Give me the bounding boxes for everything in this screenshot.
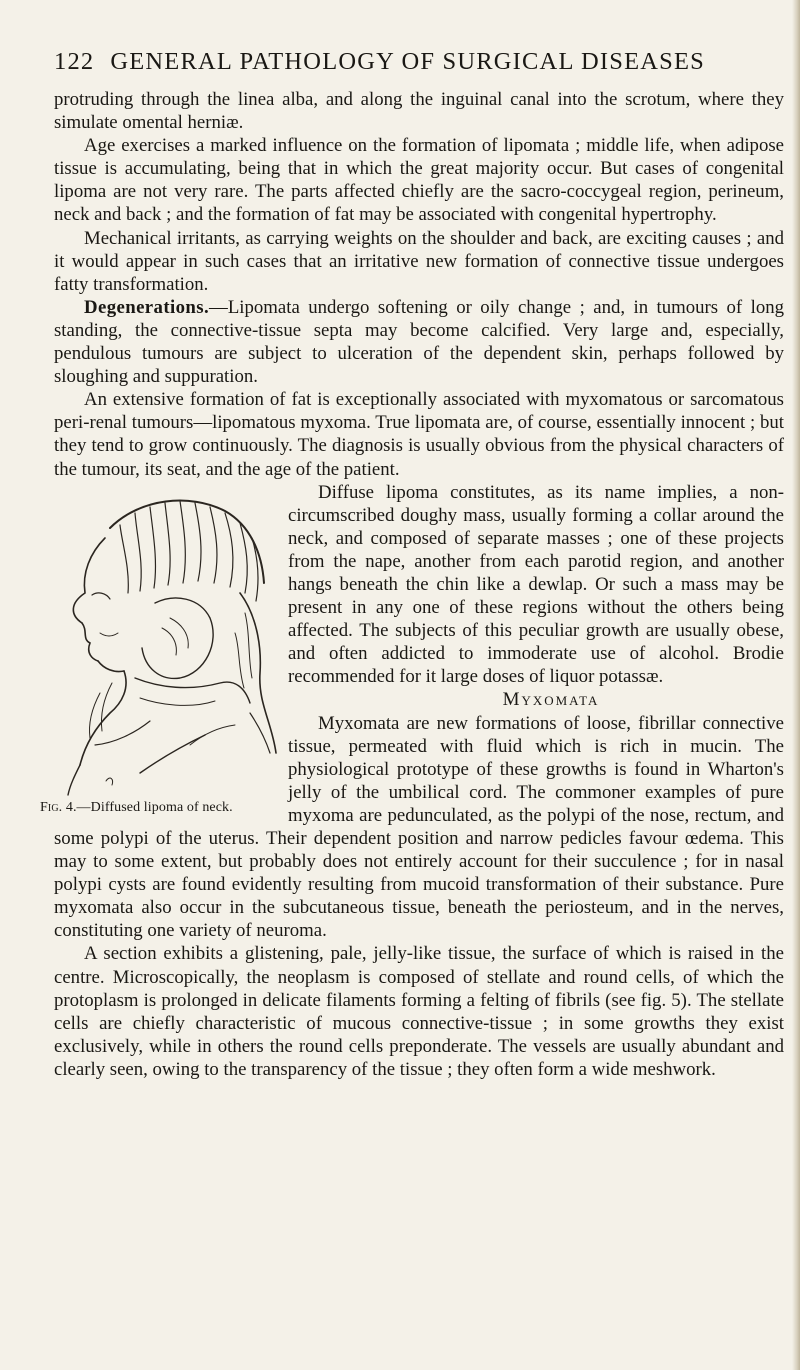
degenerations-heading: Degenerations. [84,296,210,318]
degenerations-text: —Lipomata undergo softening or oily change ; and, in tumours of long standing, the connective-tissue septa may become calcified. Very large and, especially, pendulous tumours are subject to ulceration of the dependent skin, perhaps followed by sloughing and suppuration. [54,296,784,388]
paragraph-mechanical-irritants: Mechanical irritants, as carrying weights on the shoulder and back, are exciting causes ; and it would appear in such cases that an irritative new formation of connective tissue undergoes fatty transformation. [54,227,784,295]
paragraph-myxomata-section: A section exhibits a glistening, pale, jelly-like tissue, the surface of which is raised in the centre. Microscopically, the neoplasm is composed of stellate and round cells, of which the protoplasm is prolonged in delicate filaments forming a felting of fibrils (see fig. 5). The stellate cells are chiefly characteristic of mucous connective-tissue ; in some growths they exist exclusively, while in others the round cells preponderate. The vessels are usually abundant and clearly seen, owing to the transparency of the tissue ; they often form a wide meshwork. [54,943,784,1080]
paragraph-myxomata-definition: Myxomata are new formations of loose, fibrillar connective tissue, permeated with fluid which is rich in mucin. The physiological prototype of these growths is found in Wharton's jelly of the umbilical cord. The commoner examples of pure myxoma are pedunculated, as the polypi of the nose, rectum, and some polypi of the uterus. Their dependent position and narrow pedicles favour œdema. This may to some extent, but probably does not entirely account for their succulence ; for in nasal polypi cysts are found evidently resulting from mucoid transformation of their substance. Pure myxomata also occur in the subcutaneous tissue, beneath the periosteum, and in the nerves, constituting one variety of neuroma. [54,712,784,942]
figure-label: Fig. 4. [40,799,77,815]
section-title-myxomata: Myxomata [502,689,600,711]
page-edge-shadow [792,0,800,1370]
figure-diffused-lipoma [40,483,282,827]
figure-caption-text: —Diffused lipoma of neck. [76,799,233,815]
paragraph-extensive-fat: An extensive formation of fat is exceptionally associated with myxomatous or sarcomatous peri-renal tumours—lipomatous myxoma. True lipomata are, of course, essentially innocent ; but they tend to grow continuously. The diagnosis is usually obvious from the physical characters of the tumour, its seat, and the age of the patient. [54,389,784,480]
running-title: GENERAL PATHOLOGY OF SURGICAL DISEASES [110,48,705,75]
paragraph-degenerations [54,296,784,388]
paragraph-age: Age exercises a marked influence on the formation of lipomata ; middle life, when adipose tissue is accumulating, being that in which the great majority occur. But cases of congenital lipoma are not very rare. The parts affected chiefly are the sacro-coccygeal region, perineum, neck and back ; and the formation of fat may be associated with congenital hypertrophy. [54,135,784,226]
figure-illustration [40,483,282,803]
figure-caption [40,796,300,819]
page-number: 122 [54,48,95,75]
paragraph-diffuse-lipoma: Diffuse lipoma constitutes, as its name implies, a non-circumscribed doughy mass, usually forming a collar around the neck, and composed of separate masses ; one of these projects from the nape, another from each parotid region, and another hangs beneath the chin like a dewlap. Or such a mass may be present in any one of these regions without the others being affected. The subjects of this peculiar growth are usually obese, and often addicted to immoderate use of alcohol. Brodie recommended for it large doses of liquor potassæ. [288,481,784,688]
paragraph-continuation: protruding through the linea alba, and along the inguinal canal into the scrotum, where they simulate omental herniæ. [54,89,784,134]
running-header [54,48,760,76]
page-body [40,88,784,1081]
